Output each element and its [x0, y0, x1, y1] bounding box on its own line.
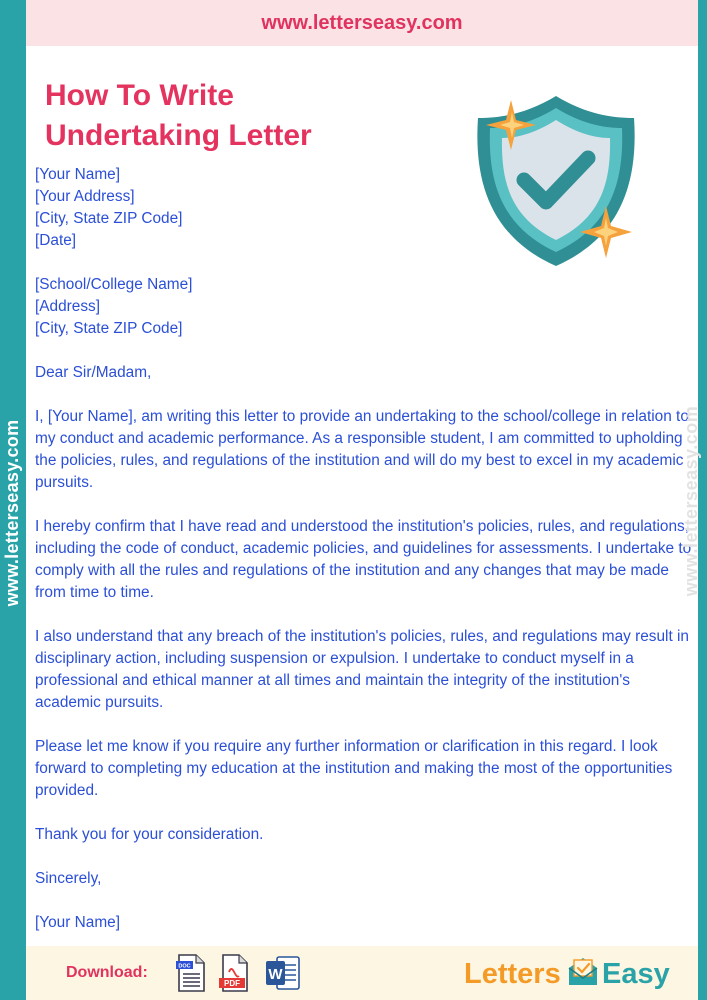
download-footer — [26, 946, 698, 1000]
letterseasy-logo[interactable] — [462, 954, 692, 994]
salutation: Dear Sir/Madam, — [35, 364, 152, 381]
word-file-icon[interactable] — [265, 954, 301, 992]
envelope-logo-icon — [566, 954, 600, 988]
sender-address — [35, 164, 695, 252]
title-line-1: How To Write — [45, 79, 234, 112]
logo-text-easy: Easy — [602, 958, 670, 990]
sidebar-website-text: www.letterseasy.com — [2, 419, 22, 607]
logo-text-letters: Letters — [464, 958, 561, 990]
letter-body — [35, 164, 695, 956]
watermark-text: www.letterseasy.com — [681, 405, 701, 597]
thanks-line: Thank you for your consideration. — [35, 826, 264, 843]
doc-icon-label: DOC — [178, 963, 191, 970]
body-paragraph: I, [Your Name], am writing this letter to provide an undertaking to the school/college in relation to my conduct and academic performance. As a responsible student, I am committed to upholding the policies, rules, and regulations of the institution and will do my best to excel in my academic pursuits. — [35, 408, 689, 491]
recipient-address — [35, 274, 695, 340]
body-paragraph: I hereby confirm that I have read and understood the institution's policies, rules, and regulations, including the code of conduct, academic policies, and guidelines for assessments. I undertake to comply with all the rules and regulations of the institution and any changes that may be made from time to time. — [35, 518, 692, 601]
sender-city-line: [City, State ZIP Code] — [35, 210, 183, 227]
letter-date: [Date] — [35, 232, 77, 249]
recipient-name: [School/College Name] — [35, 276, 193, 293]
pdf-file-icon[interactable] — [219, 954, 249, 992]
word-icon-label: W — [268, 966, 283, 983]
sender-name: [Your Name] — [35, 166, 120, 183]
body-paragraph: I also understand that any breach of the institution's policies, rules, and regulations may result in disciplinary action, including suspension or expulsion. I undertake to conduct myself in a professional and ethical manner at all times and maintain the integrity of the institution's academic pursuits. — [35, 628, 689, 711]
page-title — [45, 76, 445, 156]
download-label: Download: — [66, 964, 148, 981]
pdf-icon-label: PDF — [224, 979, 240, 988]
signature: [Your Name] — [35, 914, 120, 931]
website-banner[interactable]: www.letterseasy.com — [26, 0, 698, 46]
doc-file-icon[interactable] — [176, 954, 206, 992]
closing: Sincerely, — [35, 870, 102, 887]
letter-page — [26, 0, 701, 1000]
recipient-city-line: [City, State ZIP Code] — [35, 320, 183, 337]
title-line-2: Undertaking Letter — [45, 119, 312, 152]
body-paragraph: Please let me know if you require any further information or clarification in this regard. I look forward to completing my education at the institution and making the most of the opportunities provided. — [35, 738, 673, 799]
recipient-address-line: [Address] — [35, 298, 101, 315]
sender-address-line: [Your Address] — [35, 188, 135, 205]
